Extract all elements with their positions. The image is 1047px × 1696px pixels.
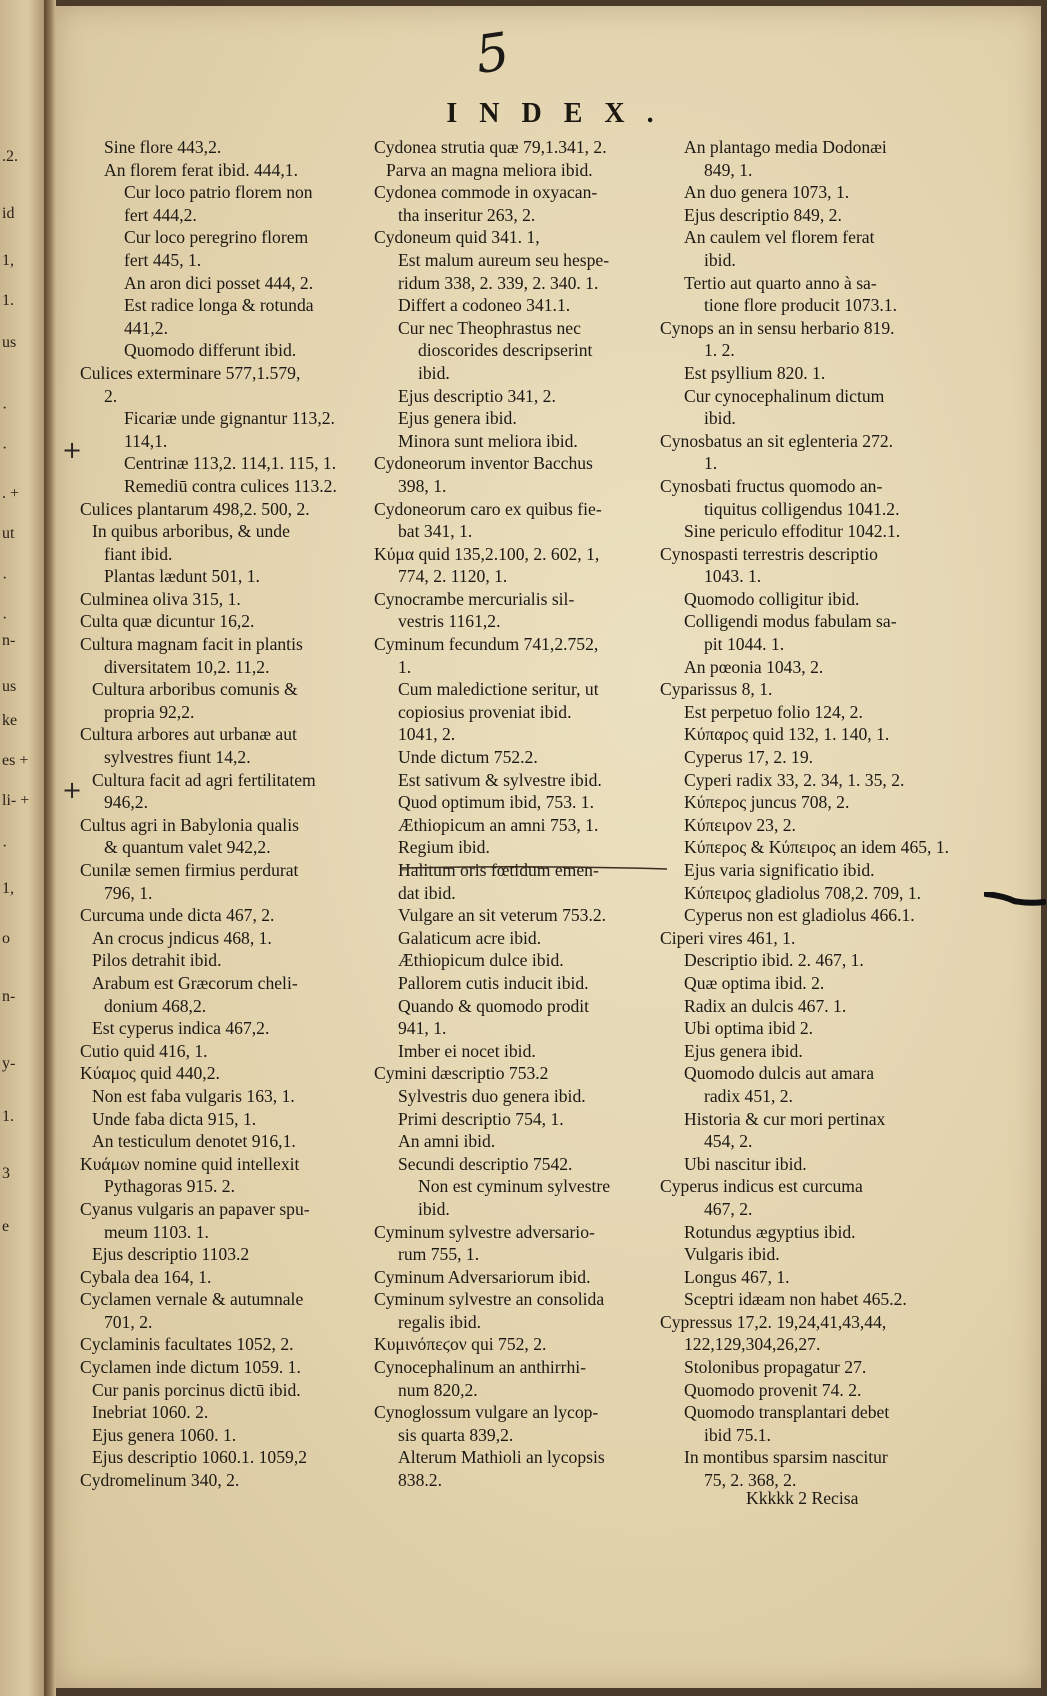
index-entry: Cydromelinum 340, 2. bbox=[80, 1470, 240, 1491]
previous-page-fragment: e bbox=[2, 1218, 10, 1235]
index-entry: 398, 1. bbox=[398, 475, 447, 496]
index-entry: Ejus genera ibid. bbox=[684, 1040, 803, 1061]
index-entry: Est psyllium 820. 1. bbox=[684, 362, 826, 383]
index-entry: Κύπειρον 23, 2. bbox=[684, 814, 796, 835]
index-entry: Cur loco patrio florem non bbox=[124, 182, 313, 203]
index-entry: Cymini dæscriptio 753.2 bbox=[374, 1063, 549, 1084]
index-entry: donium 468,2. bbox=[104, 995, 207, 1016]
index-entry: Cur nec Theophrastus nec bbox=[398, 317, 581, 338]
index-entry: Cyperus non est gladiolus 466.1. bbox=[684, 905, 915, 926]
index-entry: tha inseritur 263, 2. bbox=[398, 204, 536, 225]
index-entry: Cybala dea 164, 1. bbox=[80, 1266, 212, 1287]
index-entry: Tertio aut quarto anno à sa- bbox=[684, 272, 877, 293]
index-entry: Cydoneorum caro ex quibus fie- bbox=[374, 498, 602, 519]
index-entry: 1. bbox=[398, 656, 412, 677]
index-entry: 701, 2. bbox=[104, 1311, 153, 1332]
index-entry: Culices plantarum 498,2. 500, 2. bbox=[80, 498, 310, 519]
index-entry: 441,2. bbox=[124, 317, 168, 338]
index-entry: Κύμα quid 135,2.100, 2. 602, 1, bbox=[374, 543, 600, 564]
index-entry: Cultura facit ad agri fertilitatem bbox=[92, 769, 316, 790]
index-entry: Differt a codoneo 341.1. bbox=[398, 295, 571, 316]
index-entry: & quantum valet 942,2. bbox=[104, 837, 271, 858]
index-entry: 2. bbox=[104, 385, 118, 406]
index-entry: Cultura arboribus comunis & bbox=[92, 679, 298, 700]
index-entry: Primi descriptio 754, 1. bbox=[398, 1108, 564, 1129]
previous-page-fragment: · bbox=[2, 570, 8, 587]
index-entry: pit 1044. 1. bbox=[704, 634, 785, 655]
index-entry: Cynops an in sensu herbario 819. bbox=[660, 317, 895, 338]
previous-page-fragment: . + bbox=[2, 485, 20, 502]
index-entry: Κύπερος & Κύπειρος an idem 465, 1. bbox=[684, 837, 950, 858]
index-entry: An duo genera 1073, 1. bbox=[684, 182, 850, 203]
index-entry: Colligendi modus fabulam sa- bbox=[684, 611, 897, 632]
index-entry: Cydonea commode in oxyacan- bbox=[374, 182, 598, 203]
index-entry: Cydonea strutia quæ 79,1.341, 2. bbox=[374, 137, 607, 157]
index-entry: radix 451, 2. bbox=[704, 1085, 793, 1106]
index-entry: Ficariæ unde gignantur 113,2. bbox=[124, 408, 335, 429]
index-entry: 122,129,304,26,27. bbox=[684, 1334, 821, 1355]
index-entry: Ejus varia significatio ibid. bbox=[684, 860, 875, 880]
previous-page-fragment: y- bbox=[2, 1055, 16, 1072]
index-entry: sylvestres fiunt 14,2. bbox=[104, 747, 251, 768]
index-entry: dioscorides descripserint bbox=[418, 340, 593, 361]
index-entry: Sine periculo effoditur 1042.1. bbox=[684, 521, 901, 542]
index-entry: Ejus descriptio 849, 2. bbox=[684, 204, 842, 225]
index-entry: Stolonibus propagatur 27. bbox=[684, 1357, 867, 1378]
index-entry: An crocus jndicus 468, 1. bbox=[92, 927, 272, 948]
index-entry: dat ibid. bbox=[398, 882, 456, 903]
index-entry: 1043. 1. bbox=[704, 566, 762, 587]
index-entry: Historia & cur mori pertinax bbox=[684, 1108, 886, 1129]
index-entry: An florem ferat ibid. 444,1. bbox=[104, 159, 298, 180]
index-entry: Ejus genera 1060. 1. bbox=[92, 1424, 237, 1445]
index-entry: Est cyperus indica 467,2. bbox=[92, 1018, 270, 1039]
index-entry: Cyanus vulgaris an papaver spu- bbox=[80, 1198, 310, 1219]
index-entry: Κύπειρος gladiolus 708,2. 709, 1. bbox=[684, 882, 922, 903]
index-entry: Curcuma unde dicta 467, 2. bbox=[80, 905, 275, 926]
previous-page-fragment: li- + bbox=[2, 792, 30, 809]
index-entry: Pallorem cutis inducit ibid. bbox=[398, 972, 589, 993]
index-entry: Descriptio ibid. 2. 467, 1. bbox=[684, 950, 864, 971]
index-entry: tione flore producit 1073.1. bbox=[704, 295, 897, 316]
index-entry: Cyclamen vernale & autumnale bbox=[80, 1289, 304, 1310]
index-entry: Ubi optima ibid 2. bbox=[684, 1018, 814, 1039]
index-entry: Inebriat 1060. 2. bbox=[92, 1402, 209, 1423]
previous-page-fragment: 1. bbox=[2, 1108, 14, 1125]
index-entry: In montibus sparsim nascitur bbox=[684, 1447, 888, 1468]
index-entry: Κύαμος quid 440,2. bbox=[80, 1063, 220, 1084]
index-entry: Pythagoras 915. 2. bbox=[104, 1176, 235, 1197]
index-entry: Κυάμων nomine quid intellexit bbox=[80, 1153, 300, 1174]
index-entry: Quomodo provenit 74. 2. bbox=[684, 1379, 862, 1400]
index-entry: Cyperi radix 33, 2. 34, 1. 35, 2. bbox=[684, 769, 905, 790]
previous-page-fragment: 1, bbox=[2, 880, 14, 897]
index-entry: rum 755, 1. bbox=[398, 1244, 480, 1265]
index-entry: Κυμινόπεϛον qui 752, 2. bbox=[374, 1334, 547, 1355]
index-entry: Quod optimum ibid, 753. 1. bbox=[398, 792, 594, 813]
previous-page-fragment: .2. bbox=[2, 148, 18, 165]
ink-pointer-mark bbox=[984, 892, 1046, 906]
book-gutter bbox=[44, 0, 56, 1696]
index-entry: Non est faba vulgaris 163, 1. bbox=[92, 1085, 295, 1106]
index-entry: Quomodo differunt ibid. bbox=[124, 340, 297, 361]
handwritten-folio-number: 5 bbox=[471, 21, 514, 87]
index-entry: copiosius proveniat ibid. bbox=[398, 701, 572, 722]
index-entry: Cydoneorum inventor Bacchus bbox=[374, 453, 593, 474]
ink-underline bbox=[399, 865, 669, 871]
index-entry: Regium ibid. bbox=[398, 837, 490, 858]
previous-page-fragment: o bbox=[2, 930, 10, 947]
index-entry: Quomodo dulcis aut amara bbox=[684, 1063, 875, 1084]
previous-page-fragment: n- bbox=[2, 988, 16, 1005]
previous-page-fragment: · bbox=[2, 400, 8, 417]
index-entry: An aron dici posset 444, 2. bbox=[124, 272, 314, 293]
previous-page-fragment: us bbox=[2, 334, 17, 351]
index-entry: Longus 467, 1. bbox=[684, 1266, 790, 1287]
index-entry: Cum maledictione seritur, ut bbox=[398, 679, 599, 700]
index-entry: Imber ei nocet ibid. bbox=[398, 1040, 536, 1061]
index-entry: 467, 2. bbox=[704, 1198, 753, 1219]
index-entry: Ejus descriptio 341, 2. bbox=[398, 385, 556, 406]
index-entry: ibid 75.1. bbox=[704, 1424, 771, 1445]
index-entry: In quibus arboribus, & unde bbox=[92, 521, 290, 542]
index-entry: Quæ optima ibid. 2. bbox=[684, 972, 825, 993]
index-entry: 838.2. bbox=[398, 1470, 442, 1491]
index-entry: Remediū contra culices 113.2. bbox=[124, 475, 337, 496]
index-entry: Culta quæ dicuntur 16,2. bbox=[80, 611, 255, 632]
index-entry: tiquitus colligendus 1041.2. bbox=[704, 498, 900, 519]
index-entry: Minora sunt meliora ibid. bbox=[398, 430, 578, 451]
previous-page-fragment: 3 bbox=[2, 1165, 10, 1182]
index-entry: Ubi nascitur ibid. bbox=[684, 1153, 807, 1174]
index-entry: Halitum oris fœtidum emen- bbox=[398, 860, 599, 880]
index-column-left bbox=[80, 136, 380, 1492]
index-entry: 1. bbox=[704, 453, 718, 474]
index-entry: 849, 1. bbox=[704, 159, 753, 180]
index-entry: Ejus genera ibid. bbox=[398, 408, 517, 429]
index-column-middle bbox=[374, 136, 670, 1492]
index-entry: Ejus descriptio 1060.1. 1059,2 bbox=[92, 1447, 308, 1468]
index-entry: Cyperus indicus est curcuma bbox=[660, 1176, 863, 1197]
index-entry: An caulem vel florem ferat bbox=[684, 227, 875, 248]
index-entry: Cypressus 17,2. 19,24,41,43,44, bbox=[660, 1311, 887, 1332]
index-entry: An plantago media Dodonæi bbox=[684, 137, 887, 157]
index-entry: Centrinæ 113,2. 114,1. 115, 1. bbox=[124, 453, 337, 474]
index-entry: Cyperus 17, 2. 19. bbox=[684, 747, 814, 768]
index-entry: sis quarta 839,2. bbox=[398, 1424, 514, 1445]
index-entry: Cultura arbores aut urbanæ aut bbox=[80, 724, 297, 745]
index-entry: Rotundus ægyptius ibid. bbox=[684, 1221, 856, 1242]
index-entry: An pœonia 1043, 2. bbox=[684, 656, 824, 677]
index-entry: Cur panis porcinus dictū ibid. bbox=[92, 1379, 301, 1400]
index-entry: Alterum Mathioli an lycopsis bbox=[398, 1447, 605, 1468]
index-entry: Cutio quid 416, 1. bbox=[80, 1040, 208, 1061]
index-entry: Galaticum acre ibid. bbox=[398, 927, 542, 948]
index-entry: 454, 2. bbox=[704, 1131, 753, 1152]
index-entry: Est radice longa & rotunda bbox=[124, 295, 314, 316]
margin-cross-mark: + bbox=[62, 776, 83, 804]
index-entry: Unde faba dicta 915, 1. bbox=[92, 1108, 257, 1129]
index-entry: vestris 1161,2. bbox=[398, 611, 501, 632]
index-entry: Cultura magnam facit in plantis bbox=[80, 634, 303, 655]
index-entry: Cynoglossum vulgare an lycop- bbox=[374, 1402, 599, 1423]
index-entry: Est sativum & sylvestre ibid. bbox=[398, 769, 602, 790]
previous-page-fragment: · bbox=[2, 610, 8, 627]
index-entry: Quomodo transplantari debet bbox=[684, 1402, 890, 1423]
index-entry: 75, 2. 368, 2. bbox=[704, 1470, 797, 1491]
index-entry: Cyparissus 8, 1. bbox=[660, 679, 773, 700]
index-entry: Est malum aureum seu hespe- bbox=[398, 249, 610, 270]
index-entry: 1041, 2. bbox=[398, 724, 456, 745]
index-entry: Cyminum sylvestre adversario- bbox=[374, 1221, 595, 1242]
index-entry: propria 92,2. bbox=[104, 701, 195, 722]
index-entry: Cydoneum quid 341. 1, bbox=[374, 227, 540, 248]
index-entry: Sine flore 443,2. bbox=[104, 137, 222, 157]
index-entry: Arabum est Græcorum cheli- bbox=[92, 972, 298, 993]
index-entry: regalis ibid. bbox=[398, 1311, 482, 1332]
index-entry: 941, 1. bbox=[398, 1018, 447, 1039]
index-page bbox=[56, 6, 1041, 1688]
index-entry: Unde dictum 752.2. bbox=[398, 747, 538, 768]
index-entry: An testiculum denotet 916,1. bbox=[92, 1131, 296, 1152]
index-entry: Pilos detrahit ibid. bbox=[92, 950, 222, 971]
index-entry: Cynocrambe mercurialis sil- bbox=[374, 588, 575, 609]
index-entry: Κύπερος juncus 708, 2. bbox=[684, 792, 850, 813]
index-entry: diversitatem 10,2. 11,2. bbox=[104, 656, 270, 677]
index-entry: Culminea oliva 315, 1. bbox=[80, 588, 241, 609]
index-entry: 796, 1. bbox=[104, 882, 153, 903]
index-entry: Cyminum Adversariorum ibid. bbox=[374, 1266, 591, 1287]
index-entry: Plantas lædunt 501, 1. bbox=[104, 566, 260, 587]
index-entry: Vulgaris ibid. bbox=[684, 1244, 780, 1265]
index-entry: Κύπαρος quid 132, 1. 140, 1. bbox=[684, 724, 890, 745]
index-entry: Cyminum sylvestre an consolida bbox=[374, 1289, 605, 1310]
index-entry: Quomodo colligitur ibid. bbox=[684, 588, 860, 609]
index-entry: Cynocephalinum an anthirrhi- bbox=[374, 1357, 587, 1378]
index-entry: Radix an dulcis 467. 1. bbox=[684, 995, 847, 1016]
previous-page-fragment: us bbox=[2, 678, 17, 695]
index-entry: Cynosbatus an sit eglenteria 272. bbox=[660, 430, 894, 451]
index-entry: Ejus descriptio 1103.2 bbox=[92, 1244, 250, 1265]
index-entry: Sceptri idæam non habet 465.2. bbox=[684, 1289, 907, 1310]
previous-page-fragment: id bbox=[2, 205, 15, 222]
index-entry: fiant ibid. bbox=[104, 543, 173, 564]
index-entry: Cyclamen inde dictum 1059. 1. bbox=[80, 1357, 301, 1378]
index-entry: ridum 338, 2. 339, 2. 340. 1. bbox=[398, 272, 599, 293]
index-entry: Cur cynocephalinum dictum bbox=[684, 385, 885, 406]
index-entry: An amni ibid. bbox=[398, 1131, 496, 1152]
index-entry: ibid. bbox=[704, 249, 736, 270]
index-entry: meum 1103. 1. bbox=[104, 1221, 209, 1242]
index-entry: 774, 2. 1120, 1. bbox=[398, 566, 508, 587]
index-entry: Sylvestris duo genera ibid. bbox=[398, 1085, 586, 1106]
previous-page-edge bbox=[0, 0, 46, 1696]
previous-page-fragment: 1, bbox=[2, 252, 14, 269]
index-entry: Cyminum fecundum 741,2.752, bbox=[374, 634, 599, 655]
catchword: Kkkkk 2 Recisa bbox=[746, 1488, 859, 1508]
index-entry: Æthiopicum an amni 753, 1. bbox=[398, 814, 599, 835]
previous-page-fragment: · bbox=[2, 838, 8, 855]
index-entry: Æthiopicum dulce ibid. bbox=[398, 950, 564, 971]
previous-page-fragment: ke bbox=[2, 712, 18, 729]
index-entry: ibid. bbox=[418, 362, 450, 383]
index-entry: 114,1. bbox=[124, 430, 168, 451]
index-entry: Cynospasti terrestris descriptio bbox=[660, 543, 878, 564]
index-entry: Cur loco peregrino florem bbox=[124, 227, 309, 248]
index-entry: ibid. bbox=[704, 408, 736, 429]
margin-cross-mark: + bbox=[62, 436, 83, 464]
index-entry: Secundi descriptio 7542. bbox=[398, 1153, 573, 1174]
index-entry: Non est cyminum sylvestre bbox=[418, 1176, 611, 1197]
index-entry: Cultus agri in Babylonia qualis bbox=[80, 814, 299, 835]
previous-page-fragment: 1. bbox=[2, 292, 14, 309]
index-entry: 1. 2. bbox=[704, 340, 735, 361]
index-entry: Culices exterminare 577,1.579, bbox=[80, 362, 301, 383]
previous-page-fragment: n- bbox=[2, 632, 16, 649]
previous-page-fragment: · bbox=[2, 440, 8, 457]
index-entry: Ciperi vires 461, 1. bbox=[660, 927, 796, 948]
index-entry: num 820,2. bbox=[398, 1379, 478, 1400]
index-entry: Cunilæ semen firmius perdurat bbox=[80, 860, 299, 880]
index-entry: 946,2. bbox=[104, 792, 148, 813]
index-column-right bbox=[660, 136, 996, 1492]
previous-page-fragment: es + bbox=[2, 752, 29, 769]
index-entry: fert 444,2. bbox=[124, 204, 197, 225]
index-entry: Vulgare an sit veterum 753.2. bbox=[398, 905, 607, 926]
index-entry: Cyclaminis facultates 1052, 2. bbox=[80, 1334, 294, 1355]
previous-page-fragments bbox=[0, 0, 40, 1696]
page-heading: INDEX. bbox=[446, 98, 676, 129]
index-entry: Parva an magna meliora ibid. bbox=[386, 159, 593, 180]
index-entry: Est perpetuo folio 124, 2. bbox=[684, 701, 863, 722]
index-entry: fert 445, 1. bbox=[124, 249, 202, 270]
index-entry: Quando & quomodo prodit bbox=[398, 995, 590, 1016]
index-entry: ibid. bbox=[418, 1198, 450, 1219]
previous-page-fragment: ut bbox=[2, 525, 15, 542]
index-entry: bat 341, 1. bbox=[398, 521, 473, 542]
index-entry: Cynosbati fructus quomodo an- bbox=[660, 475, 883, 496]
